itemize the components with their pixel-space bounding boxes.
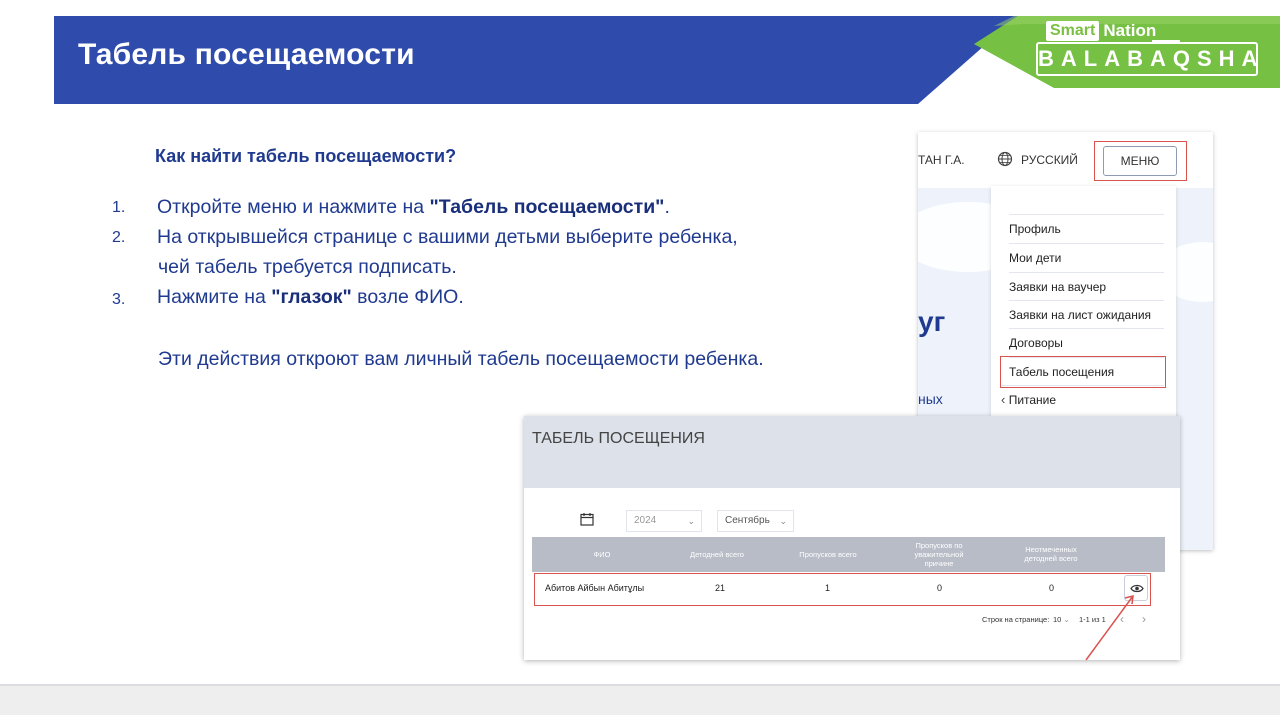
cell-unmarked-days: 0	[1049, 583, 1055, 593]
conclusion-text: Эти действия откроют вам личный табель посещаемости ребенка.	[158, 348, 764, 370]
step-2-line1: На открывшейся странице с вашими детьми выберите ребенка,	[157, 226, 738, 248]
step-3-post: возле ФИО.	[351, 286, 464, 308]
year-value: 2024	[634, 515, 657, 526]
column-header-excused-absences[interactable]: Пропусков по уважительной причине	[914, 541, 964, 568]
month-value: Сентябрь	[725, 515, 770, 526]
cell-child-days: 21	[715, 583, 726, 593]
hero-subtext-fragment: ных	[918, 391, 943, 407]
chevron-down-icon: ⌄	[1063, 615, 1070, 624]
globe-icon	[997, 151, 1013, 167]
pointer-arrow	[1080, 580, 1150, 665]
column-header-child-days[interactable]: Детодней всего	[690, 550, 744, 559]
cell-fio: Абитов Айбын Абитұлы	[545, 583, 645, 593]
step-1-post: .	[664, 196, 670, 218]
page-title: Табель посещаемости	[78, 38, 415, 71]
instructions-heading: Как найти табель посещаемости?	[155, 146, 457, 166]
month-select[interactable]	[717, 510, 794, 532]
menu-button-highlight	[1094, 141, 1187, 181]
user-name[interactable]: ТАН Г.А.	[918, 153, 965, 167]
table-header-row	[532, 537, 1165, 572]
menu-item-profile[interactable]: Профиль	[1009, 214, 1164, 242]
menu-item-my-children[interactable]: Мои дети	[1009, 243, 1164, 271]
footer-band	[0, 684, 1280, 715]
brand-top	[1046, 20, 1156, 42]
pagination-range: 1-1 из 1	[1079, 615, 1106, 624]
column-header-absences[interactable]: Пропусков всего	[799, 550, 857, 559]
step-3-pre: Нажмите на	[157, 286, 272, 308]
menu-item-contracts[interactable]: Договоры	[1009, 328, 1164, 356]
brand-name: BALABAQSHA	[1036, 42, 1258, 76]
step-3-bold: "глазок"	[271, 286, 352, 308]
table-page-title: ТАБЕЛЬ ПОСЕЩЕНИЯ	[532, 430, 705, 447]
table-page-header	[524, 416, 1180, 488]
menu-dropdown	[991, 186, 1176, 426]
rows-per-page-value: 10	[1053, 615, 1062, 624]
chevron-left-icon: ‹	[1001, 392, 1006, 407]
menu-topbar	[918, 132, 1213, 188]
step-3-text	[157, 286, 464, 309]
chevron-down-icon: ⌄	[687, 516, 695, 526]
year-select[interactable]	[626, 510, 702, 532]
menu-item-nutrition-label: Питание	[1008, 393, 1057, 407]
column-header-fio[interactable]: ФИО	[593, 550, 611, 559]
rows-per-page-select[interactable]	[1053, 615, 1070, 624]
attendance-highlight	[1000, 356, 1166, 388]
brand-nation: Nation	[1103, 21, 1157, 40]
step-1-pre: Откройте меню и нажмите на	[157, 196, 430, 218]
language-selector[interactable]: РУССКИЙ	[1021, 153, 1078, 167]
menu-item-waitlist-requests[interactable]: Заявки на лист ожидания	[1009, 300, 1164, 328]
step-number: 1.	[112, 199, 126, 216]
column-header-unmarked-days[interactable]: Неотмеченных детодней всего	[1024, 545, 1078, 563]
step-1-text	[157, 196, 670, 219]
step-number: 2.	[112, 229, 126, 246]
menu-button[interactable]: МЕНЮ	[1103, 146, 1177, 176]
next-page-icon[interactable]: ›	[1142, 612, 1146, 626]
menu-item-voucher-requests[interactable]: Заявки на ваучер	[1009, 272, 1164, 300]
rows-per-page-label: Строк на странице:	[982, 615, 1050, 624]
step-2-line2: чей табель требуется подписать.	[158, 256, 457, 278]
hero-text-fragment: уг	[918, 306, 946, 337]
calendar-icon[interactable]	[580, 512, 594, 526]
step-number: 3.	[112, 291, 126, 308]
cell-excused-absences: 0	[937, 583, 943, 593]
prev-page-icon[interactable]: ‹	[1120, 612, 1124, 626]
chevron-down-icon: ⌄	[779, 516, 787, 526]
menu-item-nutrition[interactable]	[1001, 385, 1164, 413]
step-1-bold: "Табель посещаемости"	[429, 196, 665, 218]
cell-absences: 1	[825, 583, 831, 593]
brand-smart: Smart	[1046, 21, 1099, 41]
menu-item-attendance[interactable]: Табель посещения	[1009, 357, 1164, 385]
brand-logo	[1036, 20, 1265, 76]
